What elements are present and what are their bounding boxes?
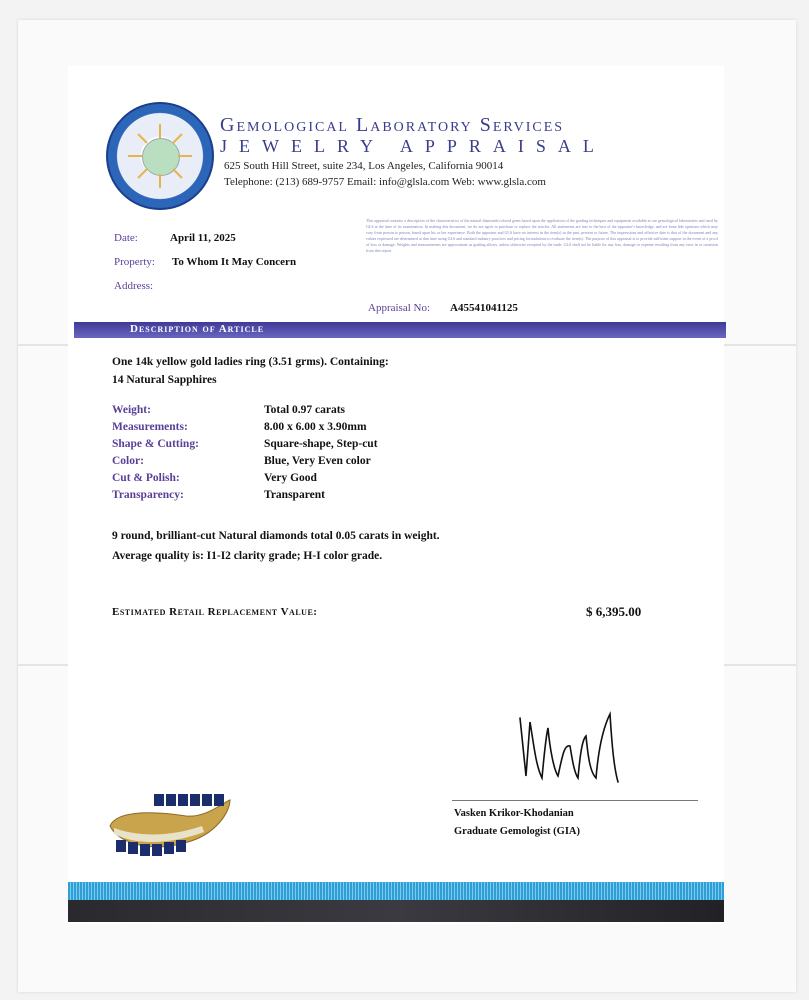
spec-value: Total 0.97 carats <box>264 404 346 416</box>
footer-band <box>68 900 724 922</box>
spec-label: Transparency: <box>112 489 184 501</box>
document-subtitle: JEWELRY APPRAISAL <box>220 136 606 156</box>
spec-label: Cut & Polish: <box>112 472 180 484</box>
disclaimer-text: This appraisal contains a description of the characteristics of the natural diamonds/colored gems based upon the application of the grading techniques and equipment available at our gemological laboratories and used by GLS at the time of its examination. In making this document, we do not agree to purchase or replace the articles. All statements are true to the best of the appraiser's knowledge, and are bona fide opinions which may vary from person to person, based upon his or her experience. Both the appraiser and GLS have no interest in the item(s) in the past, present or future. The impressions and effective date is that of the document and any values expressed are determined at that time using GLS and standard industry practices and pricing formulations to evaluate the item(s). The purpose of this appraisal is to provide sufficient support in the event of a proof of loss or damage. Weights and measurements are approximate as grading allows, unless otherwise excepted by the trade. GLS shall not be liable for any loss, damage or expense resulting from any error in or omission from this report. <box>366 218 718 253</box>
company-name: Gemological Laboratory Services <box>220 114 565 136</box>
spec-value: 8.00 x 6.00 x 3.90mm <box>264 421 367 433</box>
address-label: Address: <box>114 280 154 292</box>
ring-photo <box>106 782 236 872</box>
estimated-value-label: Estimated Retail Replacement Value: <box>112 606 318 618</box>
appraiser-name: Vasken Krikor-Khodanian <box>454 808 574 819</box>
section-header <box>74 322 726 338</box>
diamonds-description: 9 round, brilliant-cut Natural diamonds total 0.05 carats in weight. <box>112 530 440 542</box>
signature-image <box>514 706 624 796</box>
property-value: To Whom It May Concern <box>172 256 297 268</box>
article-contents: 14 Natural Sapphires <box>112 374 217 386</box>
spec-label: Weight: <box>112 404 151 416</box>
appraisal-no-value: A45541041125 <box>450 302 518 314</box>
sun-rays-icon <box>108 104 212 208</box>
company-contact: Telephone: (213) 689-9757 Email: info@glsla.com Web: www.glsla.com <box>224 176 546 188</box>
date-value: April 11, 2025 <box>170 232 236 244</box>
appraisal-document <box>68 66 724 924</box>
spec-value: Blue, Very Even color <box>264 455 371 467</box>
estimated-value: $ 6,395.00 <box>586 604 642 619</box>
spec-value: Square-shape, Step-cut <box>264 438 378 450</box>
spec-label: Shape & Cutting: <box>112 438 199 450</box>
company-address: 625 South Hill Street, suite 234, Los Angeles, California 90014 <box>224 160 504 172</box>
spec-label: Measurements: <box>112 421 188 433</box>
spec-label: Color: <box>112 455 144 467</box>
property-label: Property: <box>114 256 155 268</box>
article-description: One 14k yellow gold ladies ring (3.51 grms). Containing: <box>112 356 389 368</box>
appraisal-no-label: Appraisal No: <box>368 302 431 314</box>
section-title: Description of Article <box>130 323 265 335</box>
diamonds-quality: Average quality is: I1-I2 clarity grade; H-I color grade. <box>112 550 383 562</box>
gls-logo-seal <box>106 102 214 210</box>
spec-value: Very Good <box>264 472 317 484</box>
appraiser-title: Graduate Gemologist (GIA) <box>454 826 580 837</box>
decorative-stripe <box>68 882 724 900</box>
signature-line <box>452 800 698 801</box>
date-label: Date: <box>114 232 138 244</box>
spec-value: Transparent <box>264 489 325 501</box>
